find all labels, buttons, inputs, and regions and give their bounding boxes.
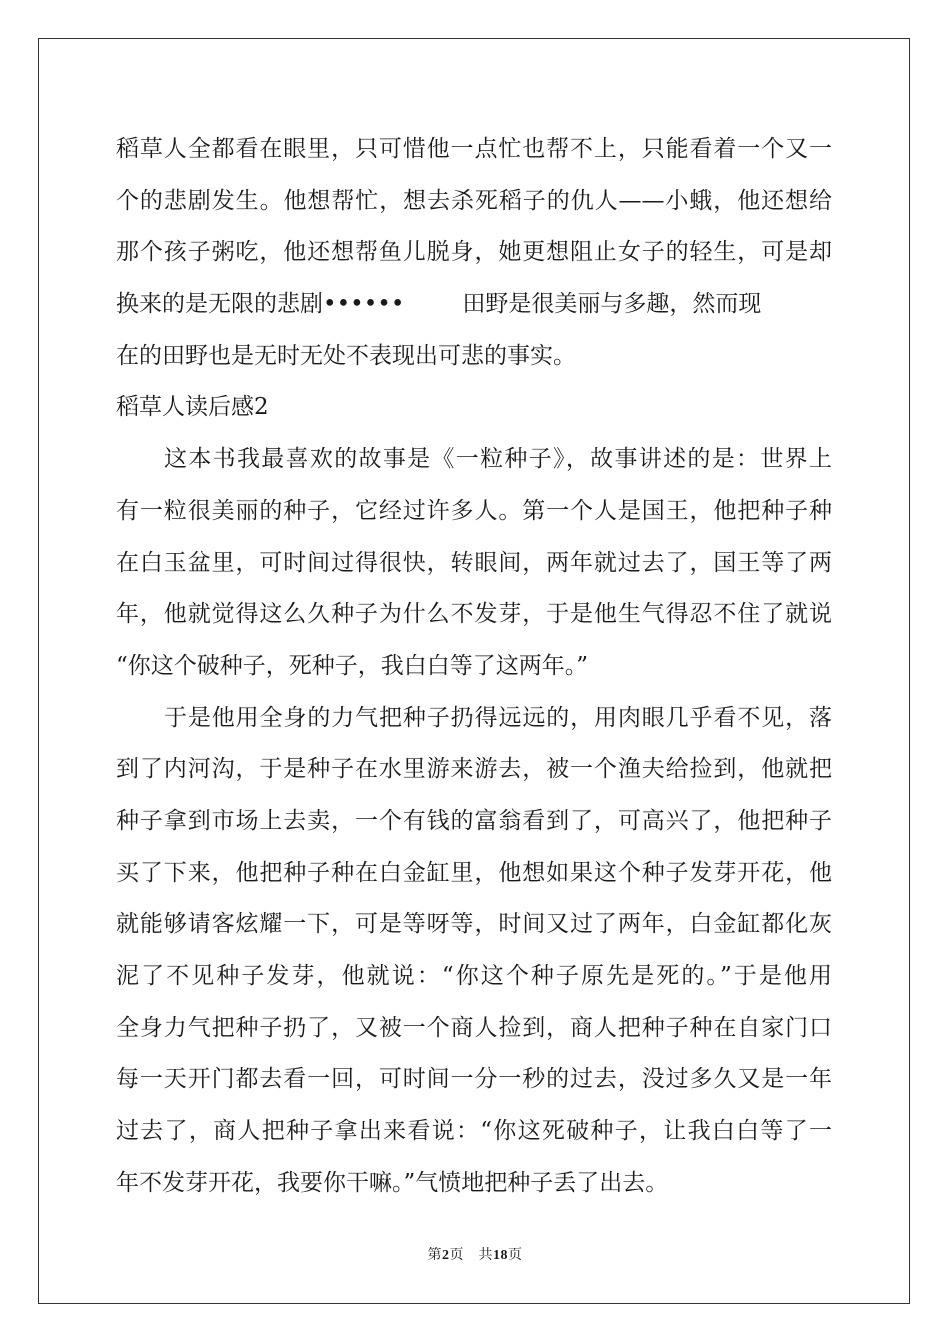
text-line: 就能够请客炫耀一下，可是等呀等，时间又过了两年，白金缸都化灰 — [116, 911, 832, 938]
text-line: 全身力气把种子扔了，又被一个商人捡到，商人把种子种在自家门口 — [116, 1014, 832, 1041]
text-line: 年，他就觉得这么久种子为什么不发芽，于是他生气得忍不住了就说 — [116, 601, 832, 628]
text-line: 个的悲剧发生。他想帮忙，想去杀死稻子的仇人——小蛾，他还想给 — [116, 187, 832, 214]
text-line: 泥了不见种子发芽，他就说：“你这个种子原先是死的。”于是他用 — [116, 963, 832, 989]
footer-suffix: 页 — [508, 1247, 523, 1263]
paragraph-2 — [116, 434, 832, 692]
text-line: 买了下来，他把种子种在白金缸里，他想如果这个种子发芽开花，他 — [116, 859, 832, 886]
current-page-number: 2 — [442, 1248, 450, 1263]
text-line: 那个孩子粥吃，他还想帮鱼儿脱身，她更想阻止女子的轻生，可是却 — [116, 239, 832, 266]
paragraph-3 — [116, 693, 832, 1210]
footer-prefix: 第 — [427, 1247, 442, 1263]
total-page-count: 18 — [493, 1248, 508, 1263]
text-line: “你这个破种子，死种子，我白白等了这两年。” — [116, 652, 589, 679]
text-line: 这本书我最喜欢的故事是《一粒种子》，故事讲述的是：世界上 — [164, 446, 832, 473]
text-line-segment: 换来的是无限的悲剧•••••• — [116, 291, 405, 318]
text-line: 于是他用全身的力气把种子扔得远远的，用肉眼几乎看不见，落 — [164, 704, 832, 731]
text-line: 每一天开门都去看一回，可时间一分一秒的过去，没过多久又是一年 — [116, 1066, 832, 1093]
text-line: 到了内河沟，于是种子在水里游来游去，被一个渔夫给捡到，他就把 — [116, 756, 832, 783]
text-line: 年不发芽开花，我要你干嘛。”气愤地把种子丢了出去。 — [116, 1169, 669, 1196]
text-line — [116, 279, 832, 331]
page-footer — [0, 1244, 950, 1264]
text-line-segment: 田野是很美丽与多趣，然而现 — [462, 291, 762, 318]
text-line: 稻草人全都看在眼里，只可惜他一点忙也帮不上，只能看着一个又一 — [116, 136, 832, 162]
footer-middle: 页 共 — [449, 1247, 493, 1263]
section-heading: 稻草人读后感2 — [116, 394, 269, 421]
paragraph-1 — [116, 124, 832, 382]
text-line: 有一粒很美丽的种子，它经过许多人。第一个人是国王，他把种子种 — [116, 497, 832, 524]
text-line: 种子拿到市场上去卖，一个有钱的富翁看到了，可高兴了，他把种子 — [116, 807, 832, 834]
text-line: 过去了，商人把种子拿出来看说：“你这死破种子，让我白白等了一 — [116, 1118, 832, 1145]
text-line: 在白玉盆里，可时间过得很快，转眼间，两年就过去了，国王等了两 — [116, 549, 832, 576]
text-line: 在的田野也是无时无处不表现出可悲的事实。 — [116, 342, 576, 369]
document-body — [116, 124, 832, 1209]
